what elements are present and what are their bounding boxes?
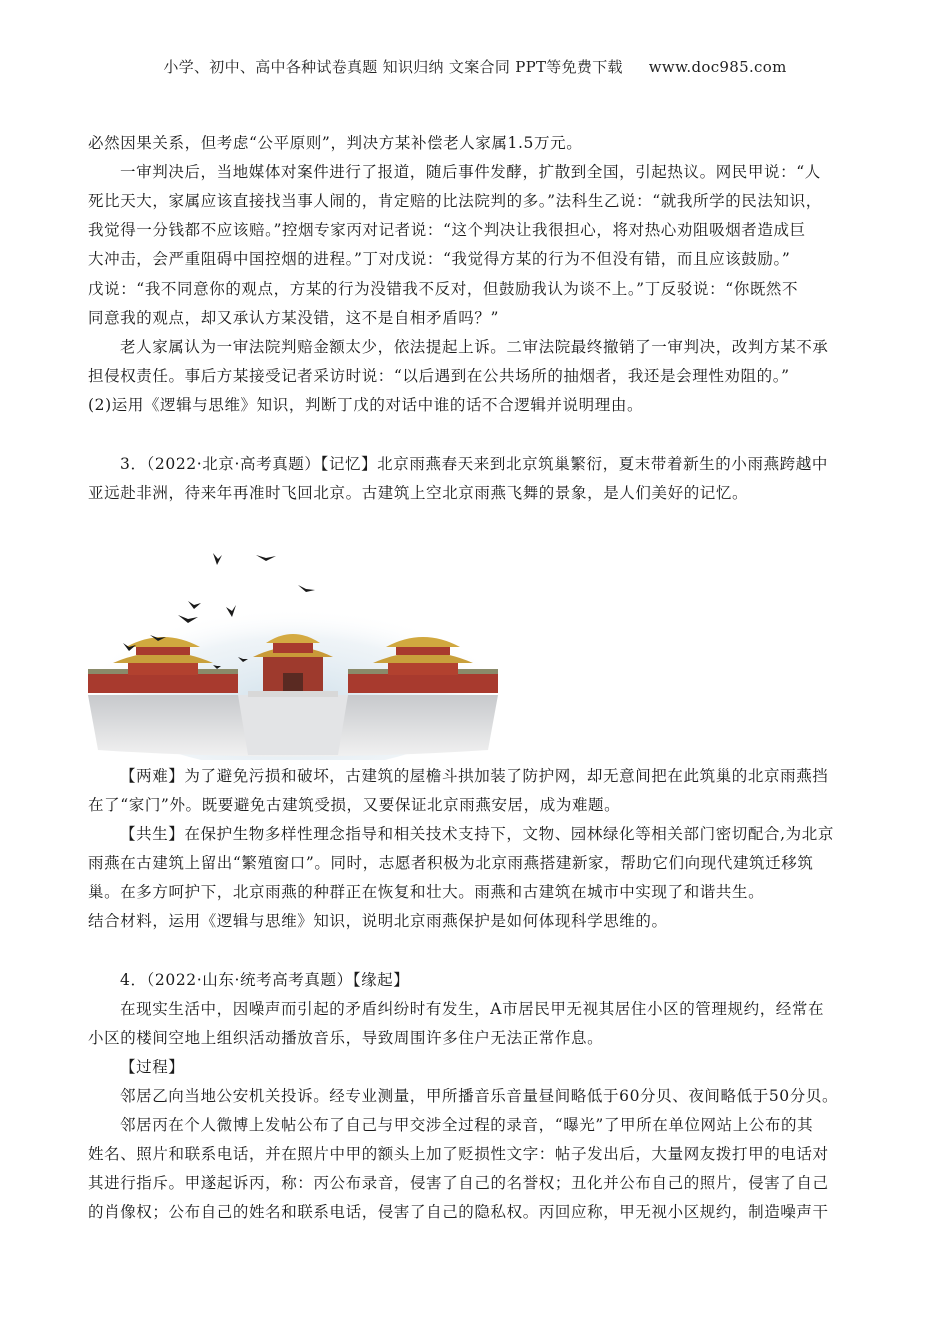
text-line: 必然因果关系，但考虑“公平原则”，判决方某补偿老人家属1.5万元。 bbox=[88, 134, 583, 152]
text-line: 小区的楼间空地上组织活动播放音乐，导致周围许多住户无法正常作息。 bbox=[88, 1029, 604, 1047]
text-line: 姓名、照片和联系电话，并在照片中甲的额头上加了贬损性文字：帖子发出后，大量网友拨打甲的电话对 bbox=[88, 1145, 829, 1163]
text-line: 巢。在多方呵护下，北京雨燕的种群正在恢复和壮大。雨燕和古建筑在城市中实现了和谐共生。 bbox=[88, 883, 765, 901]
text-line: 亚远赴非洲，待来年再准时飞回北京。古建筑上空北京雨燕飞舞的景象，是人们美好的记忆。 bbox=[88, 484, 749, 502]
text-line: 在现实生活中，因噪声而引起的矛盾纠纷时有发生，A市居民甲无视其居住小区的管理规约，经常在 bbox=[120, 1000, 825, 1018]
text-line: 我觉得一分钱都不应该赔。”控烟专家丙对记者说：“这个判决让我很担心，将对热心劝阻吸烟者造成巨 bbox=[88, 221, 806, 239]
swifts-over-palace-illustration bbox=[88, 545, 498, 760]
question-prompt: 结合材料，运用《逻辑与思维》知识，说明北京雨燕保护是如何体现科学思维的。 bbox=[88, 912, 668, 930]
text-line: 担侵权责任。事后方某接受记者采访时说：“以后遇到在公共场所的抽烟者，我还是会理性劝阻的。” bbox=[88, 367, 790, 385]
text-line: 【两难】为了避免污损和破坏，古建筑的屋檐斗拱加装了防护网，却无意间把在此筑巢的北京雨燕挡 bbox=[120, 767, 829, 785]
text-line: 一审判决后，当地媒体对案件进行了报道，随后事件发酵，扩散到全国，引起热议。网民甲说：“人 bbox=[120, 163, 821, 181]
text-line: 其进行指斥。甲遂起诉丙，称：丙公布录音，侵害了自己的名誉权；丑化并公布自己的照片，侵害了自己 bbox=[88, 1174, 829, 1192]
text-line: 雨燕在古建筑上留出“繁殖窗口”。同时，志愿者积极为北京雨燕搭建新家，帮助它们向现代建筑迁移筑 bbox=[88, 854, 814, 872]
text-line: 戊说：“我不同意你的观点，方某的行为没错我不反对，但鼓励我认为谈不上。”丁反驳说：“你既然不 bbox=[88, 280, 799, 298]
text-line: 邻居乙向当地公安机关投诉。经专业测量，甲所播音乐音量昼间略低于60分贝、夜间略低于50分贝。 bbox=[120, 1087, 839, 1105]
question-heading: 3．（2022·北京·高考真题）【记忆】北京雨燕春天来到北京筑巢繁衍，夏末带着新生的小雨燕跨越中 bbox=[120, 455, 828, 473]
header-text: 小学、初中、高中各种试卷真题 知识归纳 文案合同 PPT等免费下载 bbox=[163, 58, 623, 76]
text-line: 邻居丙在个人微博上发帖公布了自己与甲交涉全过程的录音，“曝光”了甲所在单位网站上公布的其 bbox=[120, 1116, 814, 1134]
question-prompt: (2)运用《逻辑与思维》知识，判断丁戊的对话中谁的话不合逻辑并说明理由。 bbox=[88, 396, 644, 414]
page-header bbox=[0, 56, 950, 77]
text-line: 大冲击，会严重阻碍中国控烟的进程。”丁对戊说：“我觉得方某的行为不但没有错，而且应该鼓励。” bbox=[88, 250, 791, 268]
header-url[interactable]: www.doc985.com bbox=[648, 58, 787, 76]
text-line: 同意我的观点，却又承认方某没错，这不是自相矛盾吗？” bbox=[88, 309, 500, 327]
text-line: 【共生】在保护生物多样性理念指导和相关技术支持下，文物、园林绿化等相关部门密切配合,为北京 bbox=[120, 825, 834, 843]
text-line: 老人家属认为一审法院判赔金额太少，依法提起上诉。二审法院最终撤销了一审判决，改判方某不承 bbox=[120, 338, 829, 356]
question-heading: 4．（2022·山东·统考高考真题）【缘起】 bbox=[120, 971, 410, 989]
text-line: 在了“家门”外。既要避免古建筑受损，又要保证北京雨燕安居，成为难题。 bbox=[88, 796, 621, 814]
text-line: 的肖像权；公布自己的姓名和联系电话，侵害了自己的隐私权。丙回应称，甲无视小区规约，制造噪声干 bbox=[88, 1203, 829, 1221]
text-line: 死比天大，家属应该直接找当事人闹的，肯定赔的比法院判的多。”法科生乙说：“就我所学的民法知识， bbox=[88, 192, 822, 210]
section-label: 【过程】 bbox=[120, 1058, 185, 1076]
